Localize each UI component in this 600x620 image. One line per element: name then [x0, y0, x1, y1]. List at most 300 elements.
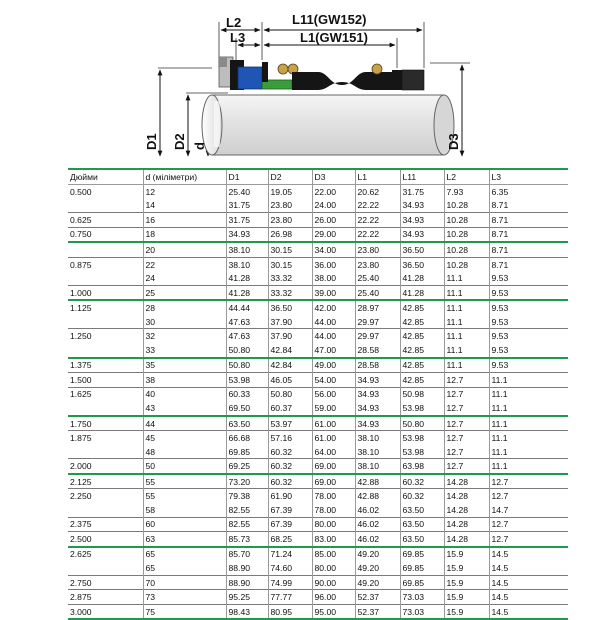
- cell-l1: 22.22: [355, 227, 400, 242]
- cell-l11: 42.85: [400, 343, 444, 358]
- cell-d3: 26.00: [312, 213, 355, 228]
- cell-d: 40: [143, 387, 226, 401]
- spring-ball: [372, 64, 382, 74]
- cell-inch: 3.000: [68, 604, 143, 619]
- cell-l11: 34.93: [400, 213, 444, 228]
- cell-d: 38: [143, 373, 226, 388]
- cell-d2: 57.16: [268, 431, 312, 445]
- cell-l11: 63.50: [400, 503, 444, 517]
- dimension-table: [68, 168, 568, 620]
- cell-d1: 34.93: [226, 227, 268, 242]
- rubber-bellows: [292, 72, 392, 90]
- col-header-d2: D2: [268, 169, 312, 185]
- cell-l3: 9.53: [489, 358, 568, 373]
- table-row: [68, 489, 568, 503]
- cell-l11: 42.85: [400, 300, 444, 315]
- cell-l3: 8.71: [489, 199, 568, 213]
- cell-l2: 14.28: [444, 489, 489, 503]
- cell-inch: 2.875: [68, 590, 143, 605]
- cell-l1: 23.80: [355, 242, 400, 257]
- cell-d3: 44.00: [312, 329, 355, 343]
- cell-inch: 2.625: [68, 547, 143, 562]
- cell-l11: 53.98: [400, 431, 444, 445]
- cell-inch: 2.000: [68, 459, 143, 474]
- cell-l3: 9.53: [489, 285, 568, 300]
- cell-d3: 24.00: [312, 199, 355, 213]
- cell-d3: 44.00: [312, 315, 355, 329]
- cell-l1: 42.88: [355, 474, 400, 489]
- cell-l11: 42.85: [400, 315, 444, 329]
- cell-l3: 12.7: [489, 532, 568, 547]
- cell-inch: 1.000: [68, 285, 143, 300]
- cell-l11: 69.85: [400, 575, 444, 590]
- cell-inch: 2.375: [68, 517, 143, 532]
- cell-d2: 60.32: [268, 445, 312, 459]
- cell-d1: 73.20: [226, 474, 268, 489]
- seal-drawing: [0, 0, 600, 165]
- cell-d: 22: [143, 257, 226, 271]
- cell-d: 55: [143, 489, 226, 503]
- cell-l1: 28.97: [355, 300, 400, 315]
- cell-d: 65: [143, 547, 226, 562]
- cell-inch: 1.125: [68, 300, 143, 315]
- cell-d: 60: [143, 517, 226, 532]
- cell-l3: 11.1: [489, 431, 568, 445]
- cell-d3: 34.00: [312, 242, 355, 257]
- cell-d: 14: [143, 199, 226, 213]
- cell-d1: 44.44: [226, 300, 268, 315]
- col-header-d1: D1: [226, 169, 268, 185]
- cell-l3: 9.53: [489, 300, 568, 315]
- cell-d1: 95.25: [226, 590, 268, 605]
- cell-l3: 11.1: [489, 387, 568, 401]
- cell-l11: 41.28: [400, 285, 444, 300]
- label-d2: D2: [172, 133, 187, 150]
- cell-d1: 41.28: [226, 285, 268, 300]
- cell-d3: 56.00: [312, 387, 355, 401]
- cell-d1: 98.43: [226, 604, 268, 619]
- cell-l3: 11.1: [489, 459, 568, 474]
- cell-l2: 14.28: [444, 532, 489, 547]
- cell-inch: [68, 199, 143, 213]
- col-header-l3: L3: [489, 169, 568, 185]
- cell-d: 20: [143, 242, 226, 257]
- cell-d3: 78.00: [312, 503, 355, 517]
- cell-l2: 12.7: [444, 431, 489, 445]
- col-header-d: d (міліметри): [143, 169, 226, 185]
- cell-inch: 2.750: [68, 575, 143, 590]
- cell-l11: 50.80: [400, 416, 444, 431]
- cell-d1: 41.28: [226, 271, 268, 285]
- cell-inch: 0.750: [68, 227, 143, 242]
- cell-d3: 22.00: [312, 185, 355, 199]
- cell-l2: 10.28: [444, 227, 489, 242]
- label-l11: L11(GW152): [292, 12, 367, 27]
- cell-d2: 37.90: [268, 329, 312, 343]
- cell-inch: [68, 242, 143, 257]
- cell-d2: 74.60: [268, 561, 312, 575]
- cell-d: 70: [143, 575, 226, 590]
- table-row: [68, 315, 568, 329]
- cell-l11: 63.50: [400, 532, 444, 547]
- cell-l2: 12.7: [444, 445, 489, 459]
- cell-d: 45: [143, 431, 226, 445]
- cell-l1: 28.58: [355, 358, 400, 373]
- cell-l2: 10.28: [444, 242, 489, 257]
- label-l1: L1(GW151): [300, 30, 368, 45]
- cell-d3: 69.00: [312, 474, 355, 489]
- cell-d2: 46.05: [268, 373, 312, 388]
- cell-d1: 38.10: [226, 242, 268, 257]
- cell-l1: 42.88: [355, 489, 400, 503]
- cell-d2: 67.39: [268, 517, 312, 532]
- cell-d1: 31.75: [226, 213, 268, 228]
- rear-collar: [402, 70, 424, 90]
- cell-l2: 12.7: [444, 401, 489, 416]
- cell-inch: [68, 315, 143, 329]
- table-row: [68, 373, 568, 388]
- cell-d: 48: [143, 445, 226, 459]
- cell-l1: 34.93: [355, 416, 400, 431]
- cell-d3: 83.00: [312, 532, 355, 547]
- cell-l2: 14.28: [444, 517, 489, 532]
- cell-l3: 14.7: [489, 503, 568, 517]
- cell-l2: 11.1: [444, 285, 489, 300]
- cell-l3: 11.1: [489, 401, 568, 416]
- cell-d: 12: [143, 185, 226, 199]
- cell-d1: 85.70: [226, 547, 268, 562]
- table-row: [68, 242, 568, 257]
- cell-inch: [68, 401, 143, 416]
- cell-d1: 47.63: [226, 329, 268, 343]
- table-row: [68, 257, 568, 271]
- cell-d2: 74.99: [268, 575, 312, 590]
- table-row: [68, 517, 568, 532]
- table-row: [68, 474, 568, 489]
- cell-l1: 38.10: [355, 431, 400, 445]
- cell-l3: 9.53: [489, 315, 568, 329]
- table-row: [68, 358, 568, 373]
- cell-l2: 14.28: [444, 503, 489, 517]
- cell-d1: 69.50: [226, 401, 268, 416]
- cell-l1: 34.93: [355, 373, 400, 388]
- cell-d3: 59.00: [312, 401, 355, 416]
- cell-l11: 36.50: [400, 242, 444, 257]
- cell-l2: 15.9: [444, 575, 489, 590]
- cell-l2: 12.7: [444, 373, 489, 388]
- cell-l3: 6.35: [489, 185, 568, 199]
- cell-d2: 37.90: [268, 315, 312, 329]
- cell-d2: 53.97: [268, 416, 312, 431]
- label-l3: L3: [230, 30, 246, 45]
- cell-inch: [68, 445, 143, 459]
- cell-inch: 1.500: [68, 373, 143, 388]
- cell-l3: 8.71: [489, 227, 568, 242]
- cell-d3: 64.00: [312, 445, 355, 459]
- cell-d2: 60.37: [268, 401, 312, 416]
- cell-d3: 29.00: [312, 227, 355, 242]
- spring-ball: [278, 64, 288, 74]
- cell-inch: 2.500: [68, 532, 143, 547]
- cell-l1: 38.10: [355, 459, 400, 474]
- cell-d: 18: [143, 227, 226, 242]
- cell-inch: [68, 503, 143, 517]
- cell-d2: 26.98: [268, 227, 312, 242]
- cell-l2: 10.28: [444, 213, 489, 228]
- rear-retainer: [392, 70, 402, 90]
- cell-l11: 36.50: [400, 257, 444, 271]
- cell-l1: 29.97: [355, 315, 400, 329]
- cell-l11: 60.32: [400, 489, 444, 503]
- cell-inch: [68, 343, 143, 358]
- cell-d1: 50.80: [226, 343, 268, 358]
- cell-d3: 96.00: [312, 590, 355, 605]
- cell-inch: 0.500: [70, 186, 92, 197]
- cell-l3: 14.5: [489, 561, 568, 575]
- cell-l11: 42.85: [400, 373, 444, 388]
- cell-inch: 2.250: [68, 489, 143, 503]
- table-row: [68, 431, 568, 445]
- cell-l11: 42.85: [400, 329, 444, 343]
- cell-l3: 8.71: [489, 242, 568, 257]
- cell-d: 55: [143, 474, 226, 489]
- label-d3: D3: [446, 133, 461, 150]
- cell-l1: 29.97: [355, 329, 400, 343]
- cell-d1: 47.63: [226, 315, 268, 329]
- shaft: [202, 95, 454, 155]
- cell-d2: 42.84: [268, 358, 312, 373]
- cell-d3: 95.00: [312, 604, 355, 619]
- col-header-l11: L11: [400, 169, 444, 185]
- cell-l2: 10.28: [444, 199, 489, 213]
- cell-l1: 20.62: [355, 185, 400, 199]
- retainer: [262, 62, 268, 82]
- cell-l3: 9.53: [489, 271, 568, 285]
- cell-d: 25: [143, 285, 226, 300]
- cell-l3: 8.71: [489, 213, 568, 228]
- cell-l1: 34.93: [355, 401, 400, 416]
- cell-d3: 54.00: [312, 373, 355, 388]
- cell-d1: 31.75: [226, 199, 268, 213]
- table-row: [68, 590, 568, 605]
- cell-l1: 22.22: [355, 213, 400, 228]
- cell-l3: 9.53: [489, 329, 568, 343]
- cell-d1: 82.55: [226, 503, 268, 517]
- cell-l3: 11.1: [489, 373, 568, 388]
- cell-l3: 8.71: [489, 257, 568, 271]
- cell-d2: 30.15: [268, 257, 312, 271]
- cell-inch: 1.750: [68, 416, 143, 431]
- cell-l3: 14.5: [489, 547, 568, 562]
- cell-d: 30: [143, 315, 226, 329]
- cell-d: 50: [143, 459, 226, 474]
- table-row: [68, 329, 568, 343]
- cell-d3: 61.00: [312, 431, 355, 445]
- cell-d: 43: [143, 401, 226, 416]
- cell-l3: 12.7: [489, 489, 568, 503]
- label-d: d: [192, 142, 207, 150]
- cell-l11: 34.93: [400, 227, 444, 242]
- cell-d1: 53.98: [226, 373, 268, 388]
- cell-d2: 77.77: [268, 590, 312, 605]
- table-header-row: [68, 169, 568, 185]
- cell-d1: 25.40: [226, 185, 268, 199]
- cell-l11: 31.75: [400, 185, 444, 199]
- cell-d3: 69.00: [312, 459, 355, 474]
- cell-d2: 36.50: [268, 300, 312, 315]
- table-row: [68, 285, 568, 300]
- cell-inch: 0.625: [68, 213, 143, 228]
- cell-d1: 60.33: [226, 387, 268, 401]
- cell-d1: 82.55: [226, 517, 268, 532]
- table-row: [68, 199, 568, 213]
- cell-l2: 15.9: [444, 604, 489, 619]
- cell-l2: 11.1: [444, 329, 489, 343]
- cell-inch: [68, 561, 143, 575]
- seal-assembly: [219, 57, 424, 90]
- cell-l1: 52.37: [355, 604, 400, 619]
- cell-d3: 90.00: [312, 575, 355, 590]
- table-row: [68, 213, 568, 228]
- cell-l11: 41.28: [400, 271, 444, 285]
- table-row: [68, 300, 568, 315]
- table-row: [68, 547, 568, 562]
- cell-l1: 46.02: [355, 503, 400, 517]
- table-row: [68, 227, 568, 242]
- cell-inch: [68, 271, 143, 285]
- cell-l11: 63.50: [400, 517, 444, 532]
- cell-d: 44: [143, 416, 226, 431]
- cell-l1: 25.40: [355, 285, 400, 300]
- table-row: [68, 604, 568, 619]
- cell-l11: 63.98: [400, 459, 444, 474]
- cell-d3: 61.00: [312, 416, 355, 431]
- label-d1: D1: [144, 133, 159, 150]
- cell-d2: 23.80: [268, 213, 312, 228]
- col-header-d3: D3: [312, 169, 355, 185]
- cell-d1: 88.90: [226, 561, 268, 575]
- cell-l11: 73.03: [400, 604, 444, 619]
- cell-d2: 33.32: [268, 285, 312, 300]
- cell-d1: 38.10: [226, 257, 268, 271]
- cell-inch: 1.625: [68, 387, 143, 401]
- cell-d1: 50.80: [226, 358, 268, 373]
- cell-d1: 85.73: [226, 532, 268, 547]
- cell-l3: 11.1: [489, 416, 568, 431]
- cell-d1: 79.38: [226, 489, 268, 503]
- table-row: [68, 561, 568, 575]
- cell-inch: 0.875: [68, 257, 143, 271]
- cell-l2: 15.9: [444, 590, 489, 605]
- cell-d2: 50.80: [268, 387, 312, 401]
- cell-l3: 14.5: [489, 604, 568, 619]
- cell-l11: 34.93: [400, 199, 444, 213]
- cell-l1: 25.40: [355, 271, 400, 285]
- cell-d2: 19.05: [268, 185, 312, 199]
- cell-l1: 46.02: [355, 532, 400, 547]
- cell-d3: 36.00: [312, 257, 355, 271]
- cell-d: 24: [143, 271, 226, 285]
- table-row: [68, 343, 568, 358]
- table-row: [68, 271, 568, 285]
- table-row: [68, 401, 568, 416]
- cell-d3: 38.00: [312, 271, 355, 285]
- cell-l11: 53.98: [400, 445, 444, 459]
- cell-l1: 38.10: [355, 445, 400, 459]
- cell-l3: 9.53: [489, 343, 568, 358]
- cell-inch: 1.375: [68, 358, 143, 373]
- table-body: [68, 185, 568, 620]
- cell-l2: 10.28: [444, 257, 489, 271]
- col-header-l2: L2: [444, 169, 489, 185]
- cell-d: 35: [143, 358, 226, 373]
- cell-l3: 12.7: [489, 517, 568, 532]
- cell-l1: 28.58: [355, 343, 400, 358]
- cell-d: 75: [143, 604, 226, 619]
- cell-d: 16: [143, 213, 226, 228]
- table-row: [68, 185, 568, 199]
- cell-l2: 15.9: [444, 547, 489, 562]
- table-row: [68, 532, 568, 547]
- cell-d3: 49.00: [312, 358, 355, 373]
- cell-inch: 1.875: [68, 431, 143, 445]
- cell-l2: 11.1: [444, 358, 489, 373]
- cell-d2: 67.39: [268, 503, 312, 517]
- cell-l1: 49.20: [355, 561, 400, 575]
- cell-l3: 14.5: [489, 590, 568, 605]
- cell-d3: 78.00: [312, 489, 355, 503]
- cell-inch: 2.125: [68, 474, 143, 489]
- table-row: [68, 445, 568, 459]
- table-row: [68, 575, 568, 590]
- cell-d: 63: [143, 532, 226, 547]
- cell-d3: 39.00: [312, 285, 355, 300]
- cell-l3: 11.1: [489, 445, 568, 459]
- cell-d: 28: [143, 300, 226, 315]
- cell-l11: 53.98: [400, 401, 444, 416]
- cell-l11: 42.85: [400, 358, 444, 373]
- cell-l1: 22.22: [355, 199, 400, 213]
- cell-d3: 80.00: [312, 517, 355, 532]
- cell-l11: 50.98: [400, 387, 444, 401]
- cell-l2: 12.7: [444, 416, 489, 431]
- cell-d2: 30.15: [268, 242, 312, 257]
- cell-d2: 60.32: [268, 474, 312, 489]
- table-row: [68, 416, 568, 431]
- cell-d3: 47.00: [312, 343, 355, 358]
- cell-l1: 49.20: [355, 575, 400, 590]
- label-l2: L2: [226, 15, 242, 30]
- cell-d1: 69.25: [226, 459, 268, 474]
- cell-l2: 11.1: [444, 271, 489, 285]
- cell-d1: 63.50: [226, 416, 268, 431]
- table-row: [68, 503, 568, 517]
- cell-d3: 80.00: [312, 561, 355, 575]
- cell-d: 73: [143, 590, 226, 605]
- cell-l1: 34.93: [355, 387, 400, 401]
- cell-l2: 11.1: [444, 343, 489, 358]
- cell-l2: 14.28: [444, 474, 489, 489]
- col-header-inches: Дюйми: [68, 169, 143, 185]
- cell-l2: 11.1: [444, 300, 489, 315]
- cell-l1: 46.02: [355, 517, 400, 532]
- blue-seal-face: [238, 67, 262, 89]
- table-row: [68, 459, 568, 474]
- cell-d2: 68.25: [268, 532, 312, 547]
- cell-d2: 80.95: [268, 604, 312, 619]
- cell-l11: 73.03: [400, 590, 444, 605]
- cell-d: 33: [143, 343, 226, 358]
